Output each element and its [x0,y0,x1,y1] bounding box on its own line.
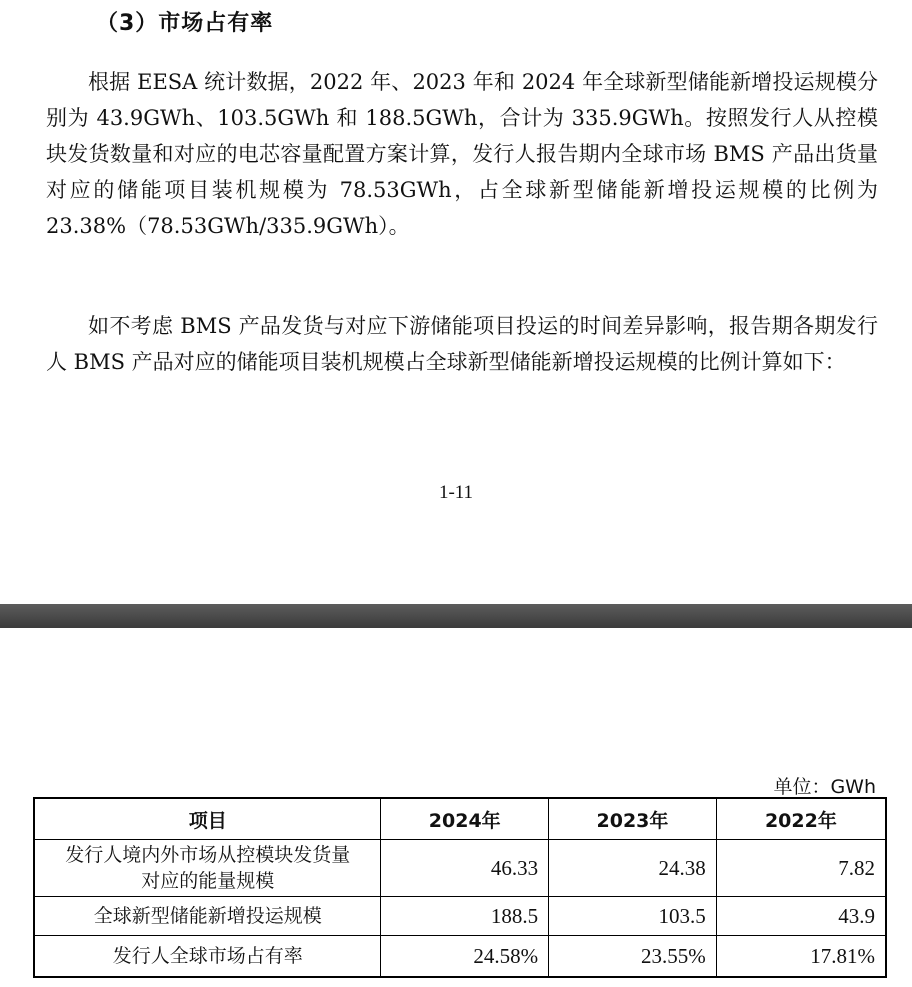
header-2023: 2023年 [549,798,717,840]
table-row [34,840,886,897]
paragraph-calculation-intro: 如不考虑 BMS 产品发货与对应下游储能项目投运的时间差异影响，报告期各期发行人 BMS 产品对应的储能项目装机规模占全球新型储能新增投运规模的比例计算如下： [46,314,878,374]
cell-value: 17.81% [716,936,886,978]
cell-value: 23.55% [549,936,717,978]
header-item: 项目 [34,798,381,840]
header-2024: 2024年 [381,798,549,840]
row-label-market-share: 发行人全球市场占有率 [34,936,381,978]
row-label-global-new-storage: 全球新型储能新增投运规模 [34,897,381,936]
paragraph-market-data: 根据 EESA 统计数据，2022 年、2023 年和 2024 年全球新型储能新增投运规模分别为 43.9GWh、103.5GWh 和 188.5GWh，合计为 335.9GWh。按照发行人从控模块发货数量和对应的电芯容量配置方案计算，发行人报告期内全球市场 BMS 产品出货量对应的储能项目装机规模为 78.53GWh，占全球新型储能新增投运规模的比例为 23.38%（78.53GWh/335.9GWh）。 [46,70,878,238]
cell-value: 24.58% [381,936,549,978]
table-row [34,936,886,978]
row-label-shipment-energy [34,840,381,897]
cell-value: 7.82 [716,840,886,897]
table-header-row [34,798,886,840]
section-heading: （3）市场占有率 [96,11,274,36]
table-row [34,897,886,936]
row-label-line: 对应的能量规模 [141,870,275,892]
page-number: 1-11 [438,482,474,503]
cell-value: 43.9 [716,897,886,936]
cell-value: 103.5 [549,897,717,936]
cell-value: 188.5 [381,897,549,936]
page-divider [0,604,912,628]
table-unit-label: 单位：GWh [773,776,876,798]
row-label-line: 发行人境内外市场从控模块发货量 [65,844,351,866]
cell-value: 46.33 [381,840,549,897]
cell-value: 24.38 [549,840,717,897]
market-share-table [33,797,887,978]
header-2022: 2022年 [716,798,886,840]
